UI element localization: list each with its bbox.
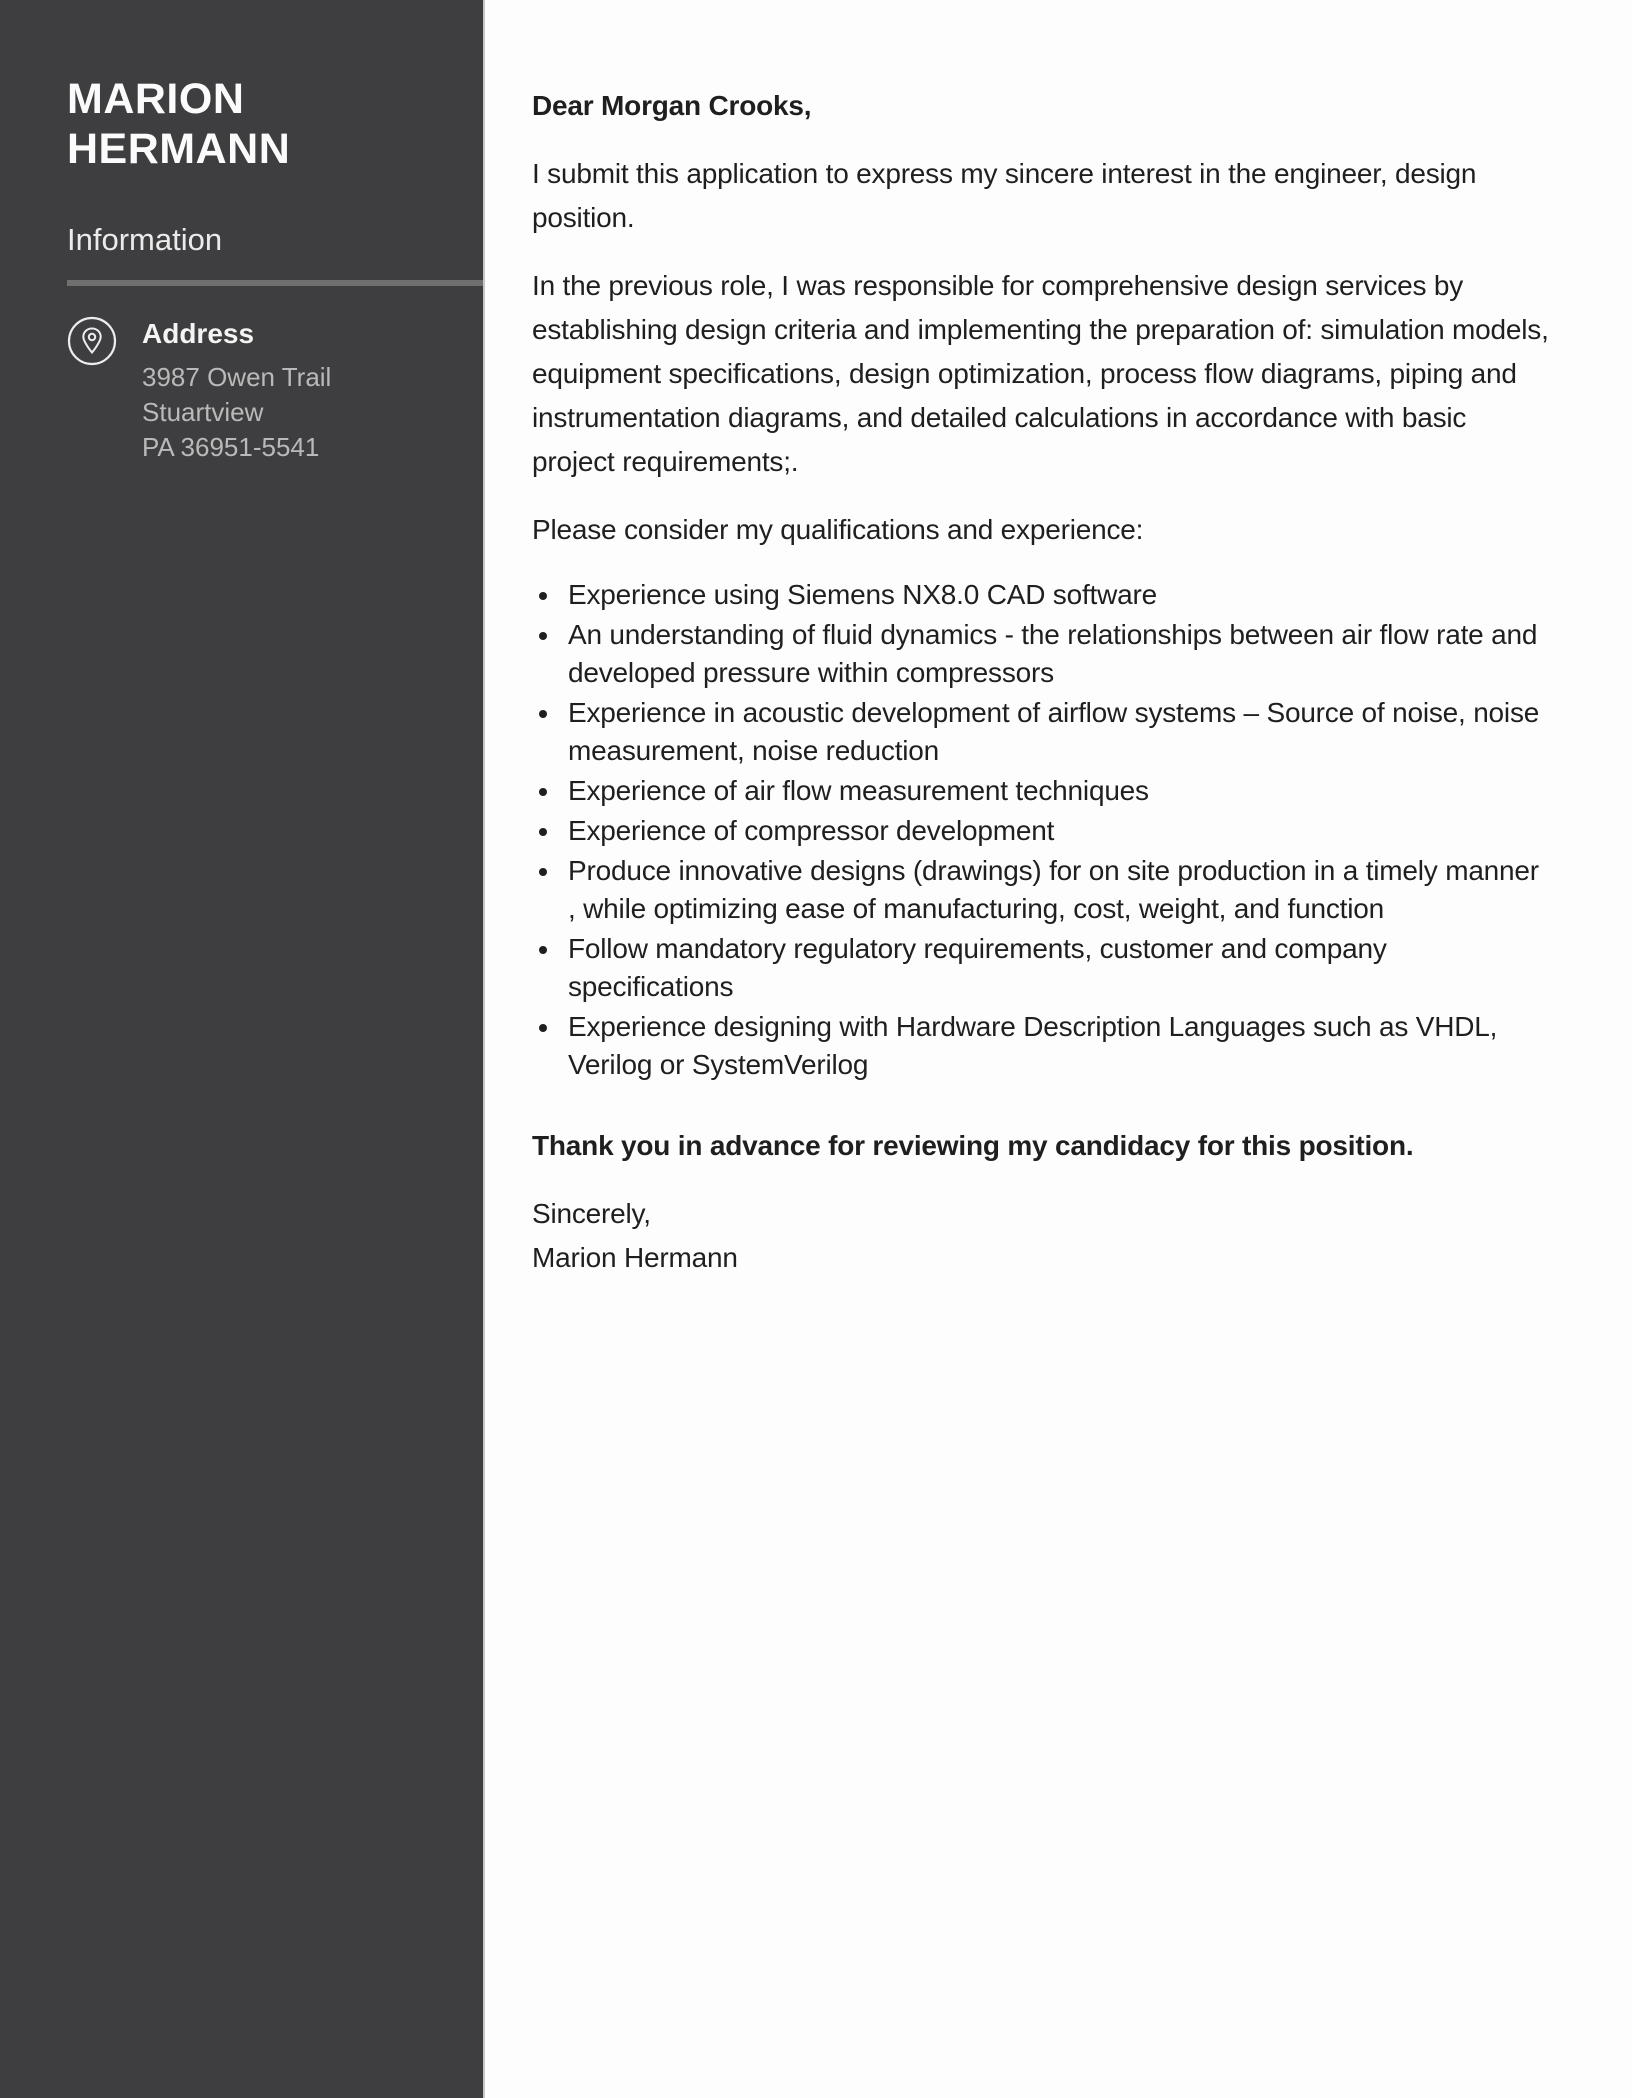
previous-role-paragraph: In the previous role, I was responsible for comprehensive design services by establishing design criteria and implementing the preparation of: simulation models, equipment specifications, design optimization, process flow diagrams, piping and instrumentation diagrams, and detailed calculations in accordance with basic project requirements;. [532,270,1549,477]
signature-block [532,1192,1554,1280]
address-city: Stuartview [142,396,264,427]
qualification-item: • Follow mandatory regulatory requirements, customer and company specifications [562,930,1554,1006]
qualification-item: • Experience of air flow measurement techniques [562,772,1554,810]
applicant-name [67,74,483,174]
qualification-item: • Produce innovative designs (drawings) for on site production in a timely manner , while optimizing ease of manufacturing, cost, weight, and function [562,852,1554,928]
intro-paragraph: I submit this application to express my sincere interest in the engineer, design position. [532,158,1477,233]
letter-body [485,0,1632,2098]
qualification-item: • An understanding of fluid dynamics - the relationships between air flow rate and developed pressure within compressors [562,616,1554,692]
location-pin-icon [67,316,117,366]
address-street: 3987 Owen Trail [142,361,332,392]
signoff-line: Sincerely, [532,1198,651,1229]
section-divider [67,280,483,286]
signature-name: Marion Hermann [532,1242,738,1273]
qualifications-lead-line: Please consider my qualifications and experience: [532,514,1144,545]
address-text [142,316,331,465]
applicant-name-line2: HERMANN [67,125,291,173]
qualification-item: • Experience designing with Hardware Description Languages such as VHDL, Verilog or SystemVerilog [562,1008,1554,1084]
qualification-item: • Experience in acoustic development of airflow systems – Source of noise, noise measurement, noise reduction [562,694,1554,770]
greeting-line: Dear Morgan Crooks, [532,90,812,121]
applicant-name-line1: MARION [67,75,245,123]
qualifications-list [532,576,1554,1084]
address-state-zip: PA 36951-5541 [142,431,320,462]
address-label: Address [142,317,255,349]
qualification-item: • Experience using Siemens NX8.0 CAD software [562,576,1554,614]
sidebar [0,0,485,2098]
information-section-title: Information [67,222,223,257]
closing-line: Thank you in advance for reviewing my candidacy for this position. [532,1130,1414,1161]
qualification-item: • Experience of compressor development [562,812,1554,850]
address-block [67,316,483,465]
